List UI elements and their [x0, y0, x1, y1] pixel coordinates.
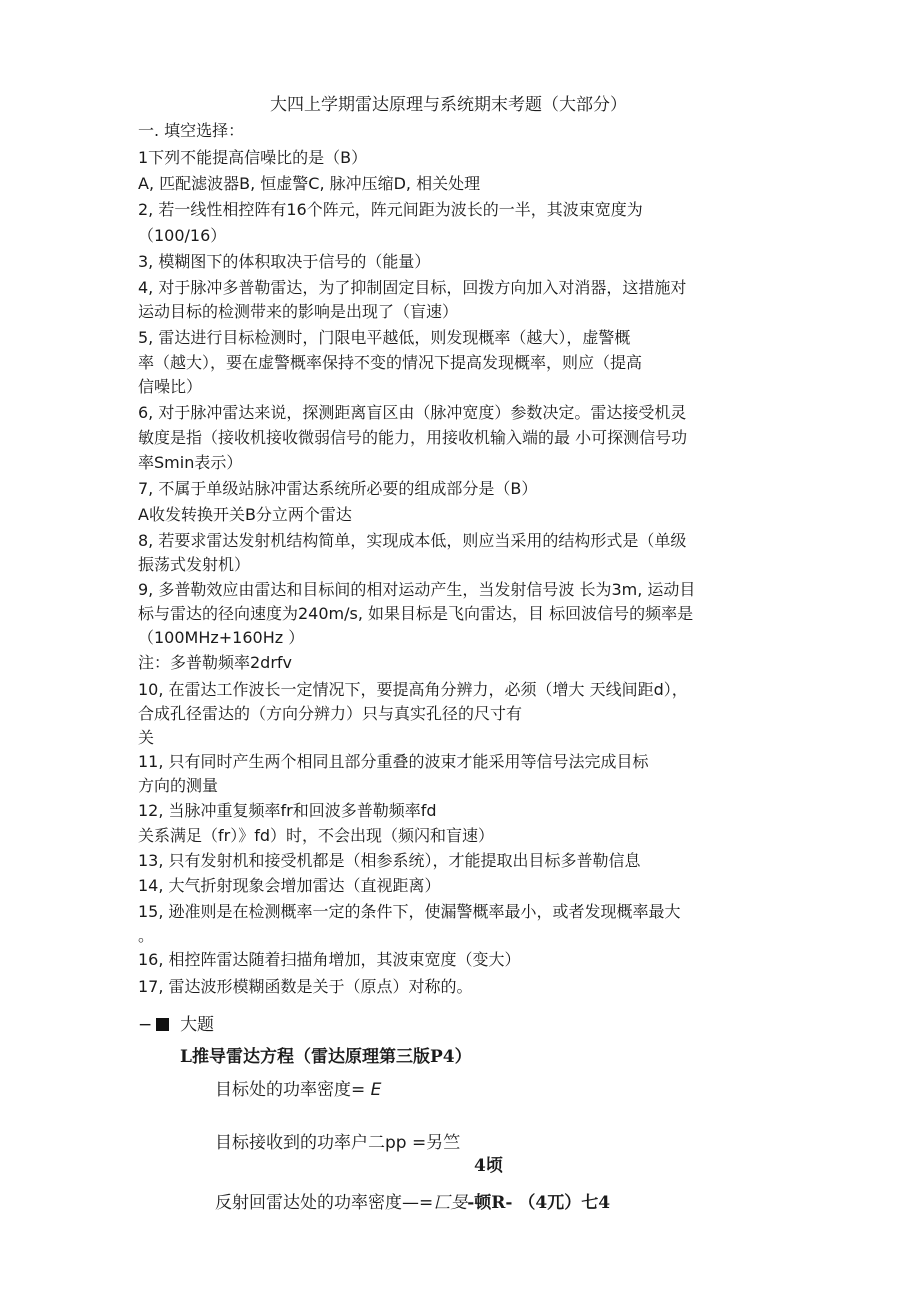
text-line: 注：多普勒频率2drfv	[138, 653, 293, 672]
text-line: 2, 若一线性相控阵有16个阵元，阵元间距为波长的一半，其波束宽度为	[138, 200, 643, 219]
text-line: 17, 雷达波形模糊函数是关于（原点）对称的。	[138, 977, 473, 996]
doc-title: 大四上学期雷达原理与系统期末考题（大部分）	[270, 95, 627, 115]
text-line: 振荡式发射机）	[138, 555, 251, 574]
text-line: 标与雷达的径向速度为240m/s, 如果目标是飞向雷达，目 标回波信号的频率是	[138, 604, 694, 623]
section-heading-text: 大题	[180, 1015, 215, 1035]
text-line: 10, 在雷达工作波长一定情况下，要提高角分辨力，必须（增大 天线间距d），	[138, 680, 688, 699]
square-bullet-icon	[156, 1018, 169, 1031]
formula-text: 目标处的功率密度=	[215, 1080, 366, 1100]
text-line: 14, 大气折射现象会增加雷达（直视距离）	[138, 876, 441, 895]
formula-denominator: 4顷	[474, 1156, 503, 1176]
text-line: 信噪比）	[138, 377, 203, 396]
text-line: 合成孔径雷达的（方向分辨力）只与真实孔径的尺寸有	[138, 704, 523, 723]
text-line: 3, 模糊图下的体积取决于信号的（能量）	[138, 252, 431, 271]
formula-text: 反射回雷达处的功率密度—=	[215, 1193, 434, 1213]
text-line: 率Smin表示）	[138, 453, 243, 472]
text-line: 13, 只有发射机和接受机都是（相参系统），才能提取出目标多普勒信息	[138, 851, 641, 870]
text-line: 。	[138, 926, 155, 945]
formula-line-power-density	[215, 1080, 381, 1100]
formula-fraction: 匸旻	[433, 1193, 468, 1213]
text-line: 12, 当脉冲重复频率fr和回波多普勒频率fd	[138, 801, 437, 820]
text-line: 4, 对于脉冲多普勒雷达，为了抑制固定目标，回拨方向加入对消器，这措施对	[138, 278, 687, 297]
text-line: 8, 若要求雷达发射机结构简单，实现成本低，则应当采用的结构形式是（单级	[138, 531, 687, 550]
section-heading-major	[138, 1015, 214, 1035]
text-line: 关	[138, 728, 155, 747]
text-line: 15, 逊准则是在检测概率一定的条件下，使漏警概率最小，或者发现概率最大	[138, 902, 681, 921]
text-line: 运动目标的检测带来的影响是出现了（盲速）	[138, 302, 459, 321]
formula-symbol: E	[370, 1080, 382, 1100]
formula-tail: -顿R- （4兀）七4	[467, 1193, 611, 1213]
text-line: 关系满足（fr）》fd）时，不会出现（频闪和盲速）	[138, 826, 495, 845]
text-line: 率（越大），要在虚警概率保持不变的情况下提高发现概率，则应（提高	[138, 353, 643, 372]
text-line: 6, 对于脉冲雷达来说，探测距离盲区由（脉冲宽度）参数决定。雷达接受机灵	[138, 403, 687, 422]
text-line: 方向的测量	[138, 776, 219, 795]
text-line: 16, 相控阵雷达随着扫描角增加，其波束宽度（变大）	[138, 950, 521, 969]
text-line: 7, 不属于单级站脉冲雷达系统所必要的组成部分是（B）	[138, 479, 538, 498]
text-line: 11, 只有同时产生两个相同且部分重叠的波束才能采用等信号法完成目标	[138, 752, 649, 771]
question-heading: L推导雷达方程（雷达原理第三版P4）	[180, 1047, 472, 1067]
formula-line-received-power: 目标接收到的功率户二pp =另竺	[215, 1133, 461, 1153]
text-line: （100MHz+160Hz ）	[138, 628, 305, 647]
text-line: （100/16）	[138, 226, 227, 245]
section-prefix: −	[138, 1015, 153, 1035]
text-line: A收发转换开关B分立两个雷达	[138, 505, 352, 524]
text-line: A, 匹配滤波器B, 恒虚警C, 脉冲压缩D, 相关处理	[138, 174, 481, 193]
section-heading-fill: 一. 填空选择：	[138, 121, 245, 140]
text-line: 5, 雷达进行目标检测时，门限电平越低，则发现概率（越大），虚警概	[138, 328, 631, 347]
formula-line-reflected-density	[215, 1193, 610, 1213]
text-line: 敏度是指（接收机接收微弱信号的能力，用接收机输入端的最 小可探测信号功	[138, 428, 688, 447]
text-line: 1下列不能提高信噪比的是（B）	[138, 148, 368, 167]
text-line: 9, 多普勒效应由雷达和目标间的相对运动产生，当发射信号波 长为3m, 运动目	[138, 580, 696, 599]
